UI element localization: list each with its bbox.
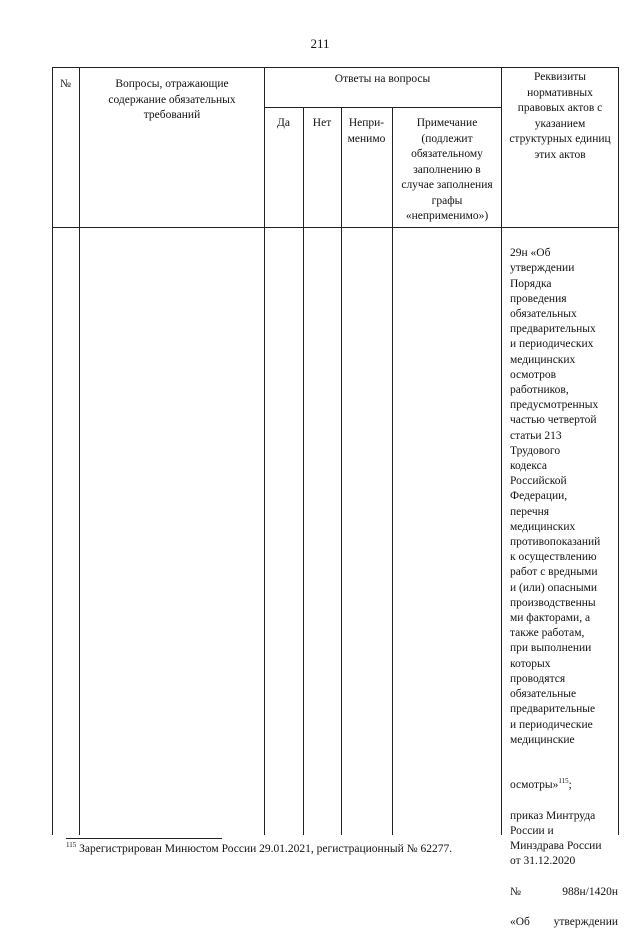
requisites-line: проведения (510, 292, 567, 305)
requisites-order-number (510, 885, 618, 900)
requisites-line: работ с вредными (510, 566, 598, 579)
requisites-line: предусмотренных (510, 399, 599, 412)
requisites-tail-line: Минздрава России (510, 840, 602, 853)
requisites-line: также работам, (510, 627, 585, 640)
requisites-line (510, 763, 618, 793)
header-not-applicable (341, 116, 392, 147)
header-na-line1: Непри- (348, 117, 385, 129)
col-divider-questions (264, 67, 265, 835)
table-right-border (618, 67, 619, 835)
requisites-line: которых (510, 657, 551, 670)
table-top-border (52, 67, 619, 68)
requisites-line: утверждении (510, 262, 575, 275)
header-bottom-border (52, 227, 619, 228)
header-requisites: Реквизиты нормативных правовых актов с указанием структурных единиц этих актов (509, 71, 611, 161)
requisites-line: Российской (510, 475, 567, 488)
requisites-line: перечня (510, 505, 550, 518)
requisites-line: статьи 213 (510, 429, 562, 442)
header-yes: Да (277, 117, 290, 129)
requisites-line: и периодических (510, 338, 594, 351)
requisites-line: частью четвертой (510, 414, 597, 427)
requisites-line: обязательные (510, 688, 577, 701)
requisites-line: к осуществлению (510, 551, 597, 564)
answers-header-divider (264, 107, 501, 108)
requisites-line: ми факторами, а (510, 612, 591, 625)
footnote (66, 843, 452, 855)
header-note: Примечание (подлежит обязательному заполнению в случае заполнения графы «неприменимо») (401, 117, 493, 222)
requisites-line: и (или) опасными (510, 581, 598, 594)
requisites-line: медицинских (510, 353, 576, 366)
requisites-tail-line: России и (510, 824, 554, 837)
requisites-line: осмотров (510, 368, 557, 381)
col-divider-num (79, 67, 80, 835)
requisites-punct: ; (568, 779, 572, 792)
requisites-line: производственны (510, 596, 596, 609)
requisites-line: работников, (510, 384, 569, 397)
requisites-line: медицинские (510, 733, 575, 746)
header-questions: Вопросы, отражающие содержание обязательных требований (108, 78, 236, 121)
requisites-line-text: осмотры» (510, 779, 559, 792)
col-divider-note (501, 67, 502, 835)
requisites-num-value: 988н/1420н (562, 885, 618, 898)
requisites-line: при выполнении (510, 642, 592, 655)
requisites-tail-line: от 31.12.2020 (510, 855, 576, 868)
requisites-line: обязательных (510, 308, 577, 321)
col-divider-yes (303, 107, 304, 835)
requisites-tail-line: приказ Минтруда (510, 809, 596, 822)
header-num: № (60, 78, 71, 90)
requisites-line: предварительных (510, 323, 596, 336)
col-divider-na (392, 107, 393, 835)
table-left-border (52, 67, 53, 835)
header-na-line2: менимо (347, 132, 386, 145)
requisites-line: проводятся (510, 672, 566, 685)
footnote-ref: 115 (558, 777, 569, 786)
header-answers: Ответы на вопросы (334, 73, 431, 85)
requisites-last-right: утверждении (553, 916, 618, 929)
footnote-number: 115 (66, 841, 77, 850)
requisites-line: предварительные (510, 703, 596, 716)
requisites-line: противопоказаний (510, 536, 601, 549)
requisites-line: Трудового (510, 444, 561, 457)
requisites-last-left: «Об (510, 916, 530, 929)
header-no: Нет (312, 117, 332, 129)
page-number: 211 (310, 36, 330, 51)
col-divider-no (341, 107, 342, 835)
requisites-last-line (510, 915, 618, 930)
requisites-line: кодекса (510, 460, 548, 473)
requisites-line: Порядка (510, 277, 552, 290)
requisites-cell (510, 231, 618, 946)
requisites-num-sign: № (510, 885, 521, 898)
footnote-separator (66, 838, 222, 839)
requisites-line: Федерации, (510, 490, 568, 503)
footnote-text: Зарегистрирован Минюстом России 29.01.2021, регистрационный № 62277. (79, 843, 453, 855)
requisites-line: медицинских (510, 520, 576, 533)
requisites-line: 29н «Об (510, 247, 551, 260)
requisites-line: и периодические (510, 718, 593, 731)
